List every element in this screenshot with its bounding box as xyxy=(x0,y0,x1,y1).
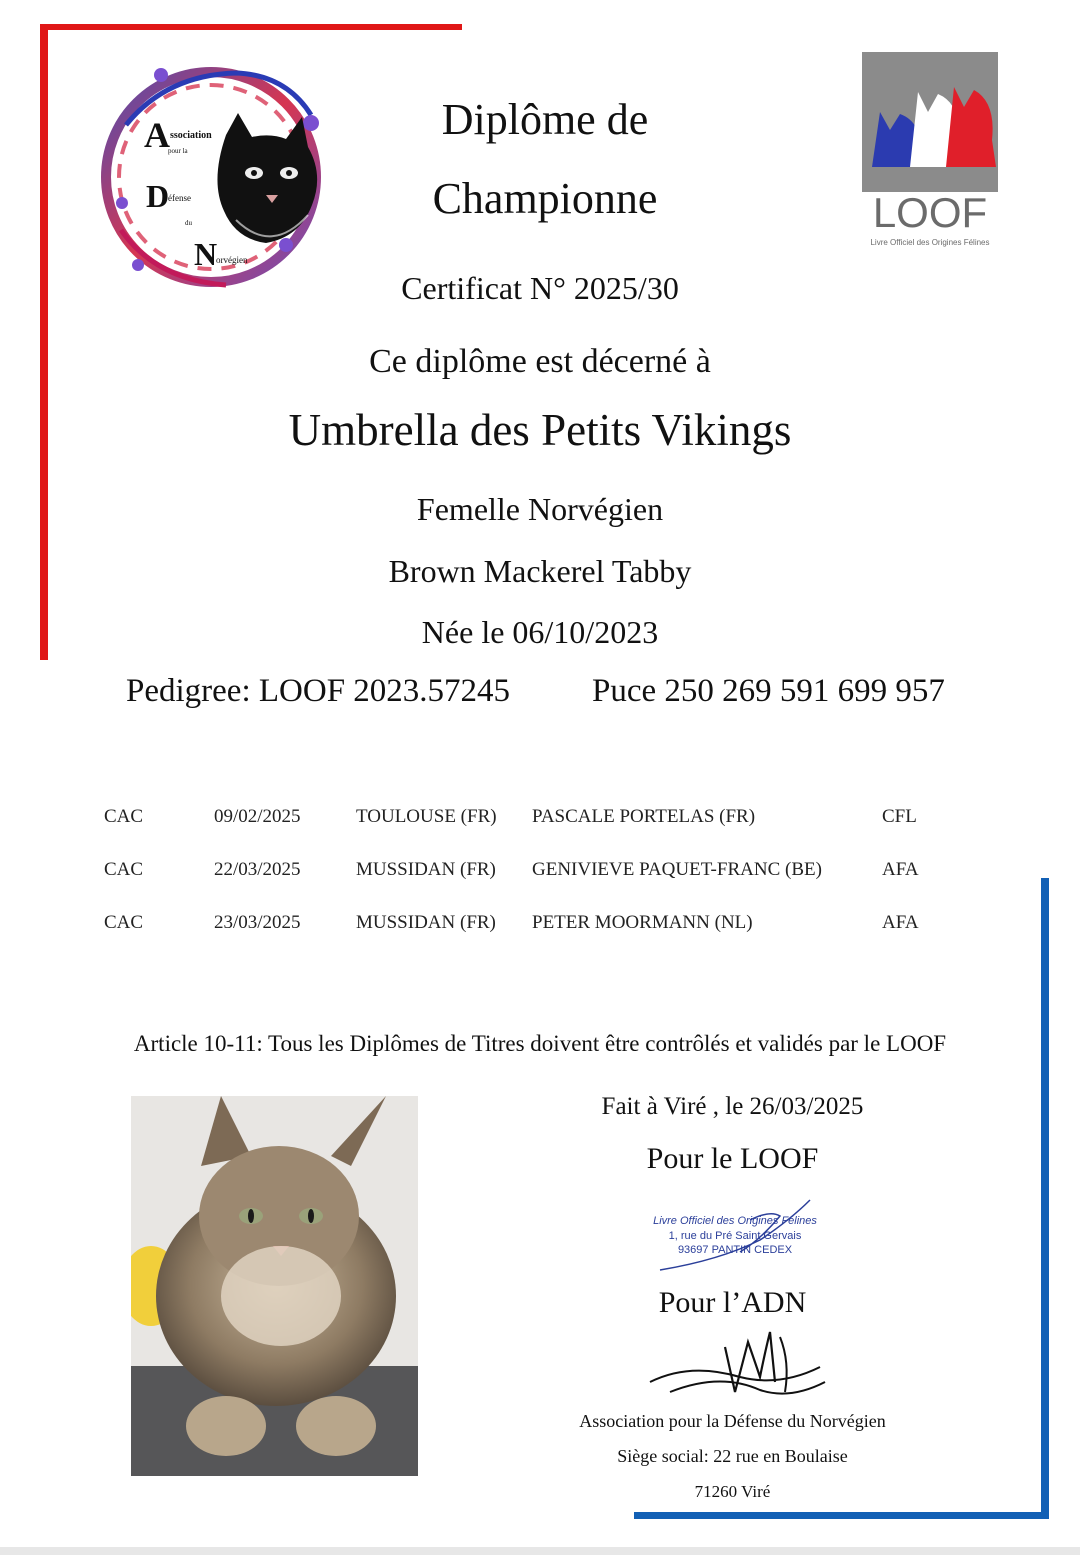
pour-l-adn: Pour l’ADN xyxy=(658,1286,807,1319)
stamp-line3: 93697 PANTIN CEDEX xyxy=(677,1244,793,1256)
adn-signature xyxy=(630,1322,840,1407)
table-row xyxy=(94,896,952,949)
cat-sex-breed: Femelle Norvégien xyxy=(416,491,664,527)
cat-birth-date: Née le 06/10/2023 xyxy=(421,614,659,650)
diploma-title-line2: Championne xyxy=(432,174,658,223)
result-judge: PASCALE PORTELAS (FR) xyxy=(532,805,756,827)
adn-word-norvegien: orvégien xyxy=(216,255,248,265)
certificate-number: Certificat N° 2025/30 xyxy=(401,270,679,306)
result-city: TOULOUSE (FR) xyxy=(356,805,497,827)
result-title: CAC xyxy=(104,911,144,933)
diploma-title-line1: Diplôme de xyxy=(441,95,649,144)
adn-letter-d: D xyxy=(146,178,170,214)
blue-border-right xyxy=(1041,878,1049,1518)
result-title: CAC xyxy=(104,805,144,827)
adn-word-pour-la: pour la xyxy=(168,147,188,155)
result-title: CAC xyxy=(104,858,144,880)
stamp-line2: 1, rue du Pré Saint Gervais xyxy=(668,1230,802,1242)
result-club: CFL xyxy=(882,805,917,827)
adn-letter-a: A xyxy=(144,115,170,155)
adn-word-defense: éfense xyxy=(168,193,191,203)
awarded-to-text: Ce diplôme est décerné à xyxy=(369,343,711,380)
cat-name: Umbrella des Petits Vikings xyxy=(288,405,792,455)
bottom-strip xyxy=(0,1547,1080,1555)
postal-city: 71260 Viré xyxy=(694,1482,771,1501)
result-date: 23/03/2025 xyxy=(214,911,301,933)
registered-office: Siège social: 22 rue en Boulaise xyxy=(617,1446,848,1466)
red-border-left xyxy=(40,24,48,660)
result-club: AFA xyxy=(882,911,919,933)
blue-border-bottom xyxy=(634,1512,1049,1519)
red-border-top xyxy=(40,24,462,30)
stamp-line1: Livre Officiel des Origines Félines xyxy=(653,1215,817,1227)
result-city: MUSSIDAN (FR) xyxy=(356,911,496,933)
loof-stamp xyxy=(600,1190,870,1280)
result-club: AFA xyxy=(882,858,919,880)
pedigree-number: Pedigree: LOOF 2023.57245 xyxy=(126,673,511,709)
result-judge: GENIVIEVE PAQUET-FRANC (BE) xyxy=(532,858,822,880)
cat-color: Brown Mackerel Tabby xyxy=(388,553,692,589)
table-row xyxy=(94,790,952,843)
loof-wordmark: LOOF xyxy=(872,189,988,236)
result-judge: PETER MOORMANN (NL) xyxy=(532,911,753,933)
table-row xyxy=(94,843,952,896)
loof-logo xyxy=(862,52,998,252)
issue-place-date: Fait à Viré , le 26/03/2025 xyxy=(601,1093,864,1120)
adn-logo xyxy=(86,55,336,295)
pour-le-loof: Pour le LOOF xyxy=(646,1142,819,1175)
adn-word-du: du xyxy=(185,219,192,227)
association-name: Association pour la Défense du Norvégien xyxy=(579,1411,886,1431)
result-date: 22/03/2025 xyxy=(214,858,301,880)
result-date: 09/02/2025 xyxy=(214,805,301,827)
article-note: Article 10-11: Tous les Diplômes de Titres doivent être contrôlés et validés par le LOOF xyxy=(133,1031,947,1056)
chip-number: Puce 250 269 591 699 957 xyxy=(592,673,945,709)
results-table xyxy=(94,790,952,949)
loof-subtitle: Livre Officiel des Origines Félines xyxy=(870,238,990,247)
adn-word-association: ssociation xyxy=(170,130,212,141)
cat-photo xyxy=(131,1096,418,1476)
result-city: MUSSIDAN (FR) xyxy=(356,858,496,880)
adn-letter-n: N xyxy=(194,236,218,272)
